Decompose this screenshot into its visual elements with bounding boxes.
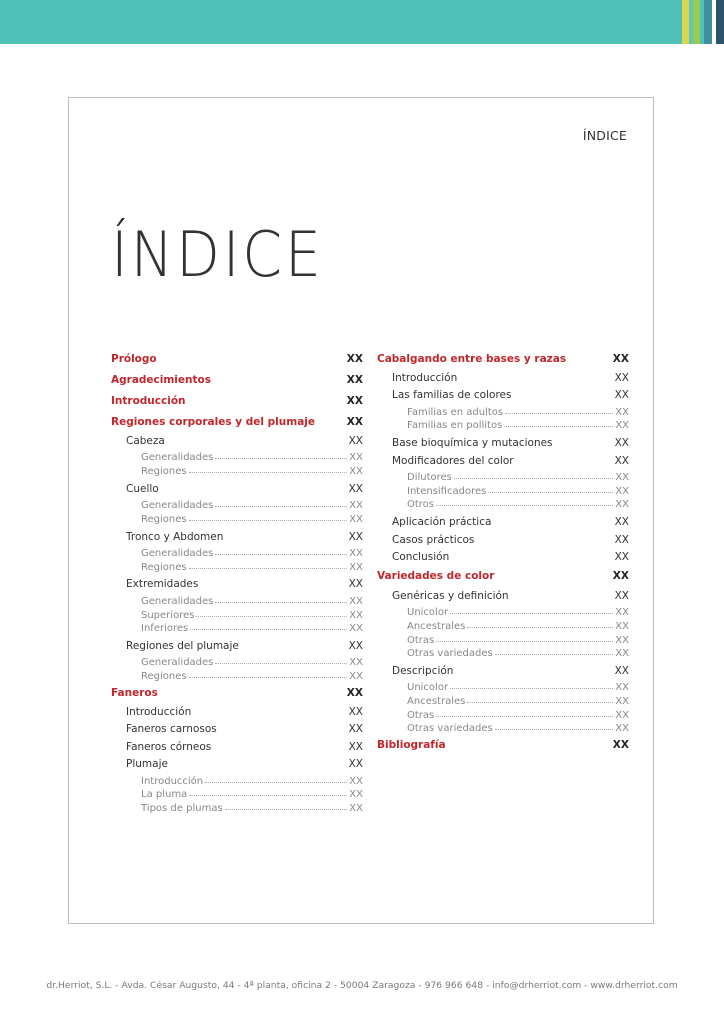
toc-entry-title: Agradecimientos (111, 373, 211, 386)
toc-entry-title: Faneros (111, 686, 158, 699)
toc-leader-dots (436, 716, 613, 717)
band-stripe (704, 0, 712, 44)
toc-page-number: XX (348, 434, 363, 447)
toc-page-number: XX (614, 389, 629, 402)
toc-subsection[interactable] (377, 469, 629, 483)
toc-page-number: XX (615, 723, 629, 735)
toc-entry-title: La pluma (141, 789, 188, 801)
toc-chapter[interactable] (111, 348, 363, 369)
toc-page-number: XX (349, 623, 363, 635)
toc-page-number: XX (615, 634, 629, 646)
toc-entry-title: Regiones del plumaje (126, 639, 239, 652)
toc-entry-title: Tronco y Abdomen (126, 530, 224, 543)
toc-subsection[interactable] (111, 497, 363, 511)
toc-section[interactable] (377, 548, 629, 566)
toc-entry-title: Faneros córneos (126, 740, 212, 753)
toc-entry-title: Introducción (126, 705, 192, 718)
toc-leader-dots (488, 492, 613, 493)
toc-subsection[interactable] (377, 604, 629, 618)
toc-page-number: XX (346, 352, 363, 365)
toc-entry-title: Descripción (392, 664, 454, 677)
toc-entry-title: Otras (407, 634, 435, 646)
toc-entry-title: Cabalgando entre bases y razas (377, 352, 567, 365)
toc-section[interactable] (111, 637, 363, 655)
toc-page-number: XX (614, 371, 629, 384)
toc-chapter[interactable] (111, 390, 363, 411)
toc-leader-dots (189, 520, 348, 521)
toc-page-number: XX (349, 500, 363, 512)
toc-subsection[interactable] (377, 646, 629, 660)
toc-page-number: XX (614, 533, 629, 546)
toc-leader-dots (215, 663, 347, 664)
toc-entry-title: Regiones (141, 561, 187, 573)
toc-entry-title: Variedades de color (377, 570, 495, 583)
toc-entry-title: Casos prácticos (392, 533, 475, 546)
toc-column-right (377, 348, 629, 755)
toc-entry-title: Otras variedades (407, 648, 493, 660)
toc-page-number: XX (615, 607, 629, 619)
toc-section[interactable] (377, 369, 629, 387)
toc-page-number: XX (348, 740, 363, 753)
toc-entry-title: Genéricas y definición (392, 589, 509, 602)
toc-page-number: XX (349, 452, 363, 464)
toc-page-number: XX (349, 561, 363, 573)
toc-leader-dots (467, 702, 613, 703)
toc-leader-dots (189, 568, 348, 569)
toc-section[interactable] (111, 738, 363, 756)
toc-leader-dots (205, 782, 347, 783)
toc-page-number: XX (349, 595, 363, 607)
toc-subsection[interactable] (111, 593, 363, 607)
toc-entry-title: Intensificadores (407, 485, 487, 497)
toc-page-number: XX (346, 373, 363, 386)
toc-page-number: XX (614, 437, 629, 450)
toc-entry-title: Generalidades (141, 547, 214, 559)
toc-entry-title: Modificadores del color (392, 454, 514, 467)
toc-page-number: XX (614, 551, 629, 564)
toc-leader-dots (450, 688, 613, 689)
toc-subsection[interactable] (111, 450, 363, 464)
toc-leader-dots (215, 458, 347, 459)
toc-section[interactable] (377, 662, 629, 680)
toc-chapter[interactable] (111, 682, 363, 703)
toc-section[interactable] (111, 576, 363, 594)
toc-leader-dots (467, 627, 613, 628)
toc-entry-title: Introducción (111, 394, 186, 407)
toc-subsection[interactable] (111, 607, 363, 621)
toc-entry-title: Regiones (141, 671, 187, 683)
toc-chapter[interactable] (377, 348, 629, 369)
toc-page-number: XX (348, 482, 363, 495)
toc-page-number: XX (615, 620, 629, 632)
toc-subsection[interactable] (111, 511, 363, 525)
section-label: ÍNDICE (582, 128, 627, 143)
toc-subsection[interactable] (377, 418, 629, 432)
toc-entry-title: Otros (407, 499, 435, 511)
toc-entry-title: Familias en pollitos (407, 420, 503, 432)
toc-leader-dots (436, 505, 613, 506)
toc-section[interactable] (111, 756, 363, 774)
toc-page-number: XX (348, 578, 363, 591)
toc-entry-title: Inferiores (141, 623, 189, 635)
toc-entry-title: Introducción (392, 371, 458, 384)
toc-page-number: XX (349, 513, 363, 525)
band-stripe (682, 0, 689, 44)
toc-page-number: XX (614, 516, 629, 529)
toc-section[interactable] (111, 703, 363, 721)
toc-page-number: XX (348, 639, 363, 652)
toc-entry-title: Otras variedades (407, 723, 493, 735)
toc-page-number: XX (612, 570, 629, 583)
toc-chapter[interactable] (377, 566, 629, 587)
toc-page-number: XX (349, 657, 363, 669)
toc-subsection[interactable] (377, 404, 629, 418)
toc-entry-title: Dilutores (407, 472, 452, 484)
toc-column-left (111, 348, 363, 814)
toc-page-number: XX (349, 609, 363, 621)
toc-chapter[interactable] (111, 411, 363, 432)
toc-page-number: XX (349, 789, 363, 801)
toc-entry-title: Aplicación práctica (392, 516, 492, 529)
toc-page-number: XX (346, 686, 363, 699)
toc-page-number: XX (612, 352, 629, 365)
toc-section[interactable] (377, 587, 629, 605)
toc-entry-title: Bibliografía (377, 738, 446, 751)
toc-leader-dots (225, 809, 348, 810)
toc-page-number: XX (615, 709, 629, 721)
toc-page-number: XX (348, 723, 363, 736)
toc-subsection[interactable] (377, 632, 629, 646)
toc-entry-title: Faneros carnosos (126, 723, 217, 736)
toc-leader-dots (450, 613, 613, 614)
toc-entry-title: Base bioquímica y mutaciones (392, 437, 553, 450)
toc-leader-dots (505, 413, 613, 414)
toc-page-number: XX (615, 420, 629, 432)
toc-leader-dots (215, 602, 347, 603)
toc-entry-title: Regiones (141, 465, 187, 477)
toc-leader-dots (436, 641, 613, 642)
toc-section[interactable] (111, 480, 363, 498)
toc-page-number: XX (615, 485, 629, 497)
toc-section[interactable] (111, 721, 363, 739)
toc-subsection[interactable] (111, 559, 363, 573)
toc-entry-title: Tipos de plumas (141, 803, 223, 815)
toc-entry-title: Ancestrales (407, 696, 466, 708)
toc-section[interactable] (377, 452, 629, 470)
toc-page-number: XX (612, 738, 629, 751)
toc-subsection[interactable] (377, 483, 629, 497)
toc-page-number: XX (615, 472, 629, 484)
toc-leader-dots (504, 426, 613, 427)
toc-section[interactable] (111, 432, 363, 450)
toc-leader-dots (454, 478, 613, 479)
toc-page-number: XX (349, 803, 363, 815)
toc-entry-title: Unicolor (407, 607, 449, 619)
toc-page-number: XX (615, 406, 629, 418)
band-stripe (716, 0, 724, 44)
toc-leader-dots (189, 677, 348, 678)
toc-entry-title: Las familias de colores (392, 389, 512, 402)
toc-leader-dots (189, 472, 348, 473)
toc-entry-title: Generalidades (141, 500, 214, 512)
toc-entry-title: Plumaje (126, 758, 168, 771)
toc-chapter[interactable] (111, 369, 363, 390)
toc-page-number: XX (614, 454, 629, 467)
toc-subsection[interactable] (377, 693, 629, 707)
toc-entry-title: Generalidades (141, 657, 214, 669)
toc-subsection[interactable] (111, 463, 363, 477)
toc-chapter[interactable] (377, 734, 629, 755)
toc-page-number: XX (348, 758, 363, 771)
toc-page-number: XX (349, 547, 363, 559)
toc-page-number: XX (346, 394, 363, 407)
toc-leader-dots (190, 629, 347, 630)
toc-page-number: XX (348, 705, 363, 718)
toc-subsection[interactable] (111, 621, 363, 635)
toc-leader-dots (215, 554, 347, 555)
toc-leader-dots (215, 506, 347, 507)
toc-page-number: XX (614, 589, 629, 602)
toc-entry-title: Conclusión (392, 551, 450, 564)
toc-subsection[interactable] (377, 680, 629, 694)
toc-page-number: XX (615, 648, 629, 660)
toc-entry-title: Otras (407, 709, 435, 721)
toc-entry-title: Cuello (126, 482, 159, 495)
toc-page-number: XX (346, 415, 363, 428)
toc-subsection[interactable] (377, 707, 629, 721)
toc-subsection[interactable] (111, 800, 363, 814)
toc-leader-dots (196, 616, 347, 617)
toc-entry-title: Extremidades (126, 578, 199, 591)
toc-leader-dots (495, 729, 614, 730)
toc-page-number: XX (615, 499, 629, 511)
toc-entry-title: Prólogo (111, 352, 157, 365)
toc-subsection[interactable] (111, 655, 363, 669)
toc-page-number: XX (615, 696, 629, 708)
toc-subsection[interactable] (377, 618, 629, 632)
toc-page-number: XX (614, 664, 629, 677)
toc-subsection[interactable] (377, 721, 629, 735)
toc-entry-title: Cabeza (126, 434, 165, 447)
page-frame (68, 97, 654, 924)
toc-entry-title: Ancestrales (407, 620, 466, 632)
toc-entry-title: Unicolor (407, 682, 449, 694)
toc-subsection[interactable] (111, 545, 363, 559)
toc-page-number: XX (615, 682, 629, 694)
toc-section[interactable] (377, 434, 629, 452)
toc-entry-title: Generalidades (141, 595, 214, 607)
toc-entry-title: Introducción (141, 775, 204, 787)
top-color-band (0, 0, 724, 44)
band-stripe (693, 0, 700, 44)
toc-page-number: XX (348, 530, 363, 543)
toc-subsection[interactable] (111, 787, 363, 801)
toc-page-number: XX (349, 775, 363, 787)
toc-subsection[interactable] (377, 497, 629, 511)
toc-section[interactable] (377, 531, 629, 549)
toc-entry-title: Generalidades (141, 452, 214, 464)
toc-section[interactable] (377, 513, 629, 531)
toc-section[interactable] (111, 528, 363, 546)
footer-contact: dr.Herriot, S.L. - Avda. César Augusto, 44 - 4ª planta, oficina 2 - 50004 Zaragoza - 976 966 648 - info@drherriot.com - www.drherriot.com (46, 980, 678, 991)
toc-subsection[interactable] (111, 668, 363, 682)
toc-leader-dots (495, 654, 614, 655)
toc-page-number: XX (349, 671, 363, 683)
toc-page-number: XX (349, 465, 363, 477)
toc-entry-title: Superiores (141, 609, 195, 621)
toc-entry-title: Regiones corporales y del plumaje (111, 415, 316, 428)
toc-section[interactable] (377, 387, 629, 405)
toc-subsection[interactable] (111, 773, 363, 787)
toc-entry-title: Familias en adultos (407, 406, 504, 418)
toc-entry-title: Regiones (141, 513, 187, 525)
toc-leader-dots (189, 795, 347, 796)
page-title: ÍNDICE (111, 218, 324, 291)
